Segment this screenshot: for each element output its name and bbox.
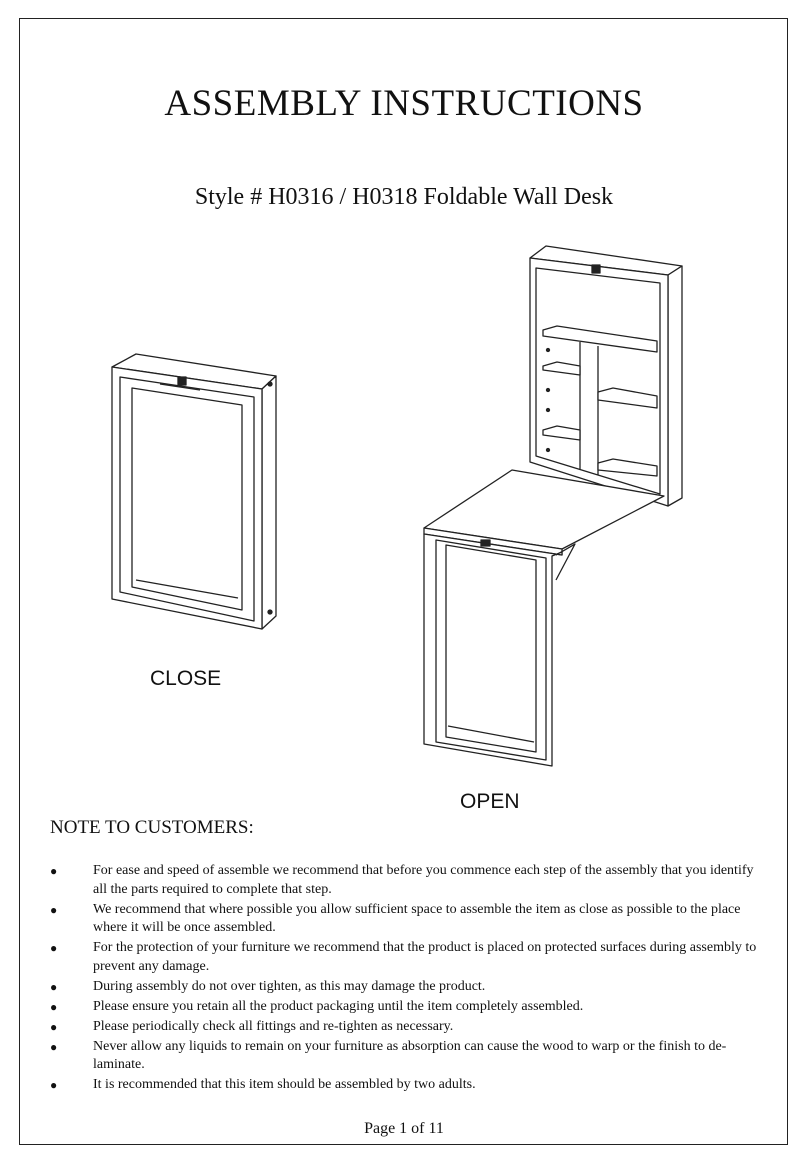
list-item — [50, 862, 765, 899]
list-item — [50, 1076, 765, 1095]
bullet-icon: ● — [50, 902, 58, 917]
page-number: Page 1 of 11 — [364, 1120, 444, 1137]
list-item — [50, 939, 765, 976]
bullet-icon: ● — [50, 941, 58, 955]
note-text: Never allow any liquids to remain on your furniture as absorption can cause the wood to warp or the finish to de-laminate. — [93, 1038, 727, 1072]
note-text: We recommend that where possible you allow sufficient space to assemble the item as close as possible to the place where it will be once assembled. — [93, 901, 741, 935]
bullet-icon: ● — [50, 999, 58, 1014]
note-text: Please ensure you retain all the product packaging until the item completely assembled. — [93, 998, 584, 1014]
closed-figure-label: CLOSE — [150, 667, 222, 690]
list-item — [50, 1018, 765, 1037]
note-text: Please periodically check all fittings and re-tighten as necessary. — [93, 1018, 454, 1034]
note-text: For ease and speed of assemble we recommend that before you commence each step of the assembly that you identify all the parts required to complete that step. — [93, 863, 754, 897]
bullet-icon: ● — [50, 1019, 58, 1034]
page-title: ASSEMBLY INSTRUCTIONS — [164, 83, 644, 124]
list-item — [50, 998, 765, 1017]
list-item — [50, 1038, 765, 1075]
notes-heading: NOTE TO CUSTOMERS: — [50, 817, 254, 838]
note-text: For the protection of your furniture we recommend that the product is placed on protected surfaces during assembly to prevent any damage. — [93, 940, 757, 974]
list-item — [50, 978, 765, 997]
bullet-icon: ● — [50, 1078, 58, 1092]
open-desk-illustration — [424, 246, 682, 766]
page-subtitle: Style # H0316 / H0318 Foldable Wall Desk — [194, 184, 614, 210]
bullet-icon: ● — [50, 864, 58, 878]
bullet-icon: ● — [50, 979, 58, 994]
note-text: During assembly do not over tighten, as this may damage the product. — [93, 978, 486, 994]
note-text: It is recommended that this item should be assembled by two adults. — [93, 1077, 476, 1092]
list-item — [50, 901, 765, 938]
notes-list — [50, 862, 765, 1096]
closed-desk-illustration — [112, 354, 276, 629]
bullet-icon: ● — [50, 1039, 58, 1054]
open-figure-label: OPEN — [460, 790, 520, 813]
